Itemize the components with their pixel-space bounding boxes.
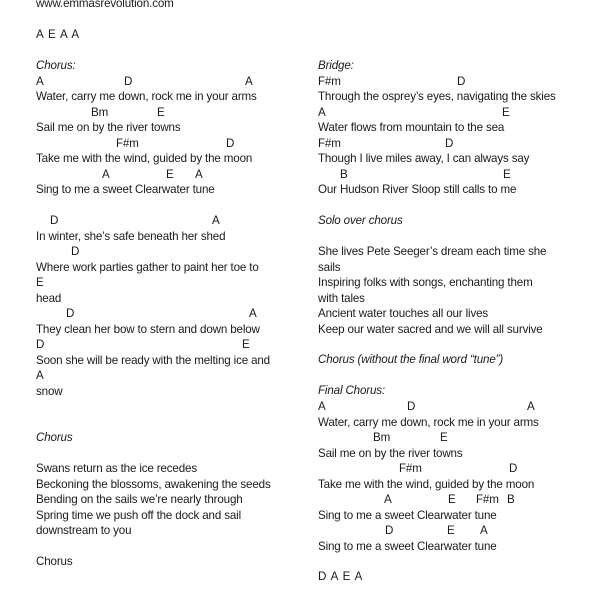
chord: A — [36, 74, 44, 88]
chord: E — [242, 338, 250, 351]
lyric-line: Take me with the wind, guided by the moon — [36, 152, 253, 165]
chord: A — [318, 105, 326, 119]
chord: A — [318, 400, 326, 413]
chord: F#m — [399, 462, 422, 475]
lyric-line: Beckoning the blossoms, awakening the seeds — [36, 477, 271, 491]
lyric-line: Water, carry me down, rock me in your arms — [318, 415, 539, 429]
lyric-line: Water, carry me down, rock me in your arms — [36, 90, 257, 103]
lyric-line: Swans return as the ice recedes — [36, 462, 197, 475]
lyric-line: Soon she will be ready with the melting ice and — [36, 353, 270, 367]
chord: E — [502, 105, 510, 119]
chord: D — [50, 214, 59, 227]
lyric-line: Keep our water sacred and we will all survive — [318, 322, 543, 336]
chorus-reference-2: Chorus — [36, 555, 73, 568]
chord: E — [440, 431, 448, 444]
chord: A — [36, 369, 44, 382]
lyric-line: Spring time we push off the dock and sail — [36, 508, 242, 522]
chord: D — [509, 462, 518, 475]
chord: D — [385, 524, 394, 537]
lyric-line: Though I live miles away, I can always say — [318, 152, 530, 165]
chord: F#m — [476, 493, 499, 506]
chord: A — [245, 74, 253, 88]
lyric-line: downstream to you — [36, 524, 132, 537]
chord: D — [226, 136, 235, 150]
chord: A — [102, 167, 110, 181]
lyric-line: with tales — [318, 291, 365, 305]
chord: D — [457, 74, 466, 88]
lyric-line: Sing to me a sweet Clearwater tune — [318, 539, 497, 553]
chord: D — [407, 400, 416, 413]
chorus-without-label: Chorus (without the final word “tune”) — [318, 353, 504, 366]
lyric-line: In winter, she’s safe beneath her shed — [36, 229, 226, 243]
chord: Bm — [373, 431, 391, 444]
chord: Bm — [91, 105, 109, 119]
lyric-line: She lives Pete Seeger’s dream each time she — [318, 245, 547, 258]
lyric-line: head — [36, 291, 62, 305]
lyric-line: sails — [318, 260, 341, 274]
chord: B — [507, 493, 515, 506]
right-column — [318, 0, 600, 600]
chord: F#m — [116, 136, 139, 150]
lyric-line: They clean her bow to stern and down below — [36, 322, 260, 336]
lyric-line: snow — [36, 384, 63, 398]
chord: D — [66, 307, 75, 320]
chord: F#m — [318, 136, 341, 150]
lyric-line: Inspiring folks with songs, enchanting them — [318, 276, 533, 289]
lyric-line: Water flows from mountain to the sea — [318, 121, 505, 134]
chord: D — [124, 74, 133, 88]
chord: E — [447, 524, 455, 537]
chord: D — [445, 136, 454, 150]
chord: E — [448, 493, 456, 506]
left-column — [36, 0, 318, 600]
lyric-line: Bending on the sails we’re nearly through — [36, 493, 243, 506]
intro-chords: A E A A — [36, 28, 79, 41]
chord: A — [249, 307, 257, 320]
chord: E — [503, 167, 511, 181]
chord: E — [166, 167, 174, 181]
lyric-line: Where work parties gather to paint her toe to — [36, 260, 259, 274]
solo-label: Solo over chorus — [318, 214, 403, 227]
chorus-reference-1: Chorus — [36, 431, 73, 444]
lyric-line: Sail me on by the river towns — [318, 446, 463, 460]
chord: D — [36, 338, 45, 351]
chord: A — [195, 167, 203, 181]
chord: E — [36, 276, 44, 289]
chorus-label: Chorus: — [36, 59, 76, 72]
lyric-line: Sing to me a sweet Clearwater tune — [36, 183, 215, 196]
outro-chords: D A E A — [318, 570, 363, 583]
chord: D — [71, 245, 80, 258]
lyric-line: Sail me on by the river towns — [36, 121, 181, 134]
lyric-line: Ancient water touches all our lives — [318, 307, 489, 320]
chord: A — [480, 524, 488, 537]
lyric-line: Our Hudson River Sloop still calls to me — [318, 183, 517, 196]
lyric-line: Sing to me a sweet Clearwater tune — [318, 508, 497, 522]
chord: A — [212, 214, 220, 227]
chord: A — [384, 493, 392, 506]
chord: F#m — [318, 74, 341, 88]
chord: E — [157, 105, 165, 119]
bridge-label: Bridge: — [318, 59, 354, 72]
lyric-line: Through the osprey’s eyes, navigating the skies — [318, 90, 556, 103]
website-url: www.emmasrevolution.com — [36, 0, 174, 10]
chord: B — [340, 167, 348, 181]
chord: A — [527, 400, 535, 413]
final-chorus-label: Final Chorus: — [318, 384, 385, 397]
lyric-line: Take me with the wind, guided by the moon — [318, 477, 535, 491]
